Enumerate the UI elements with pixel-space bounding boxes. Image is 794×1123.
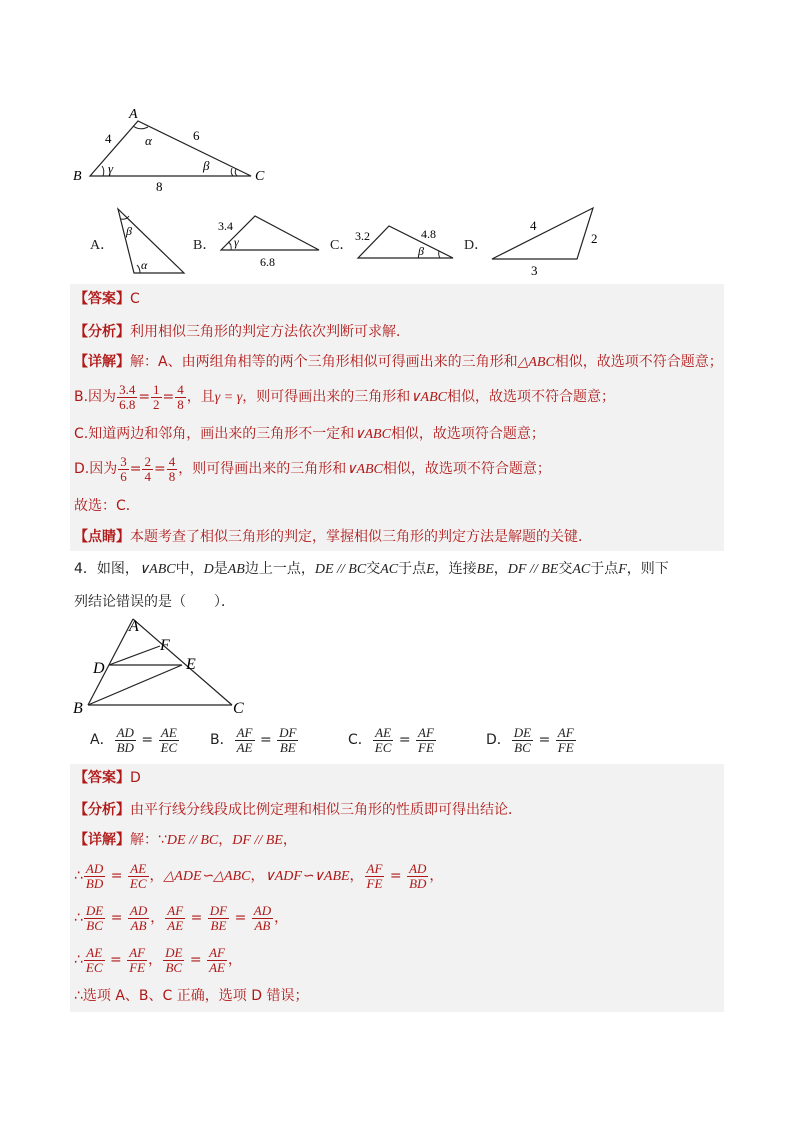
q3-analysis-line	[74, 320, 410, 344]
therefore-symbol: ∴	[74, 910, 83, 926]
q3-detail-4-end: 相似，故选项不符合题意；	[382, 461, 551, 477]
q4-detail-line-4: ∴ $\frac{AE}{EC}$ = $\frac{AF}{FE}$ ， $\frac{DE}{BC}$ = $\frac{AF}{AE}$ ，	[74, 944, 242, 975]
stem-math: D	[203, 562, 214, 577]
detail-text: 解：∵	[130, 832, 167, 848]
q4-answer: D	[130, 770, 141, 786]
stem-text: ，连接	[434, 561, 477, 577]
fraction: $\frac{DE}{BC}$	[513, 724, 532, 755]
q3-answer: C	[130, 291, 140, 307]
stem-text: 4．如图，	[74, 561, 139, 577]
option-label: D．	[486, 732, 511, 748]
equals-sign: =	[138, 389, 151, 405]
q4-option-a: A． $\frac{AD}{BD}$ = $\frac{AE}{EC}$	[90, 724, 178, 755]
fraction: $\frac{4}{8}$	[177, 381, 184, 412]
q3-detail-2-tri: ∨ABC	[410, 390, 447, 405]
detail-text: ，	[282, 832, 297, 848]
q3-detail-4-pre: D.因为	[74, 461, 118, 477]
q3-detail-1-end: 相似，故选项不符合题意；	[554, 354, 723, 370]
stem-text: 于点	[590, 561, 619, 577]
option-label: C．	[348, 732, 372, 748]
q3-detail-1-tri: △ABC	[517, 355, 555, 370]
option-b-side2: 6.8	[260, 255, 275, 269]
fraction: $\frac{AD}{BD}$	[116, 724, 134, 755]
q3-detail-2-end: 相似，故选项不符合题意；	[446, 389, 615, 405]
stem-text: 于点	[398, 561, 427, 577]
gamma-equality: γ = γ	[214, 390, 243, 405]
option-c-figure	[355, 222, 460, 262]
stem-text: 边上一点，	[244, 561, 315, 577]
stem-text: ，	[493, 561, 508, 577]
q4-analysis: 由平行线分线段成比例定理和相似三角形的性质即可得出结论．	[130, 802, 522, 818]
stem-text: 交	[366, 561, 381, 577]
detail-tag: 【详解】	[74, 832, 130, 848]
comment-tag: 【点睛】	[74, 529, 130, 545]
q3-detail-4-mid: ，则可得画出来的三角形和	[178, 461, 347, 477]
equals-sign: =	[162, 389, 175, 405]
equals-sign: =	[153, 461, 166, 477]
fraction: $\frac{AF}{FE}$	[366, 860, 383, 891]
stem-math: AC	[380, 562, 399, 577]
fraction: $\frac{AF}{AE}$	[167, 902, 184, 933]
option-c-side2: 4.8	[421, 227, 436, 241]
q3-detail-2-pre: B.因为	[74, 389, 117, 405]
stem-math: F	[618, 562, 627, 577]
stem-math: E	[426, 562, 435, 577]
q4-analysis-line	[74, 798, 522, 822]
option-a-alpha: α	[141, 258, 148, 272]
q3-detail-line-3	[74, 422, 545, 446]
detail-tag: 【详解】	[74, 354, 130, 370]
q4-stem-line-1	[74, 557, 669, 582]
option-d-figure	[488, 205, 608, 280]
q4-detail-line-3: ∴ $\frac{DE}{BC}$ = $\frac{AD}{AB}$ ， $\frac{AF}{AE}$ = $\frac{DF}{BE}$ = $\frac{AD}{AB}$ ，	[74, 902, 289, 933]
vertex-c-label: C	[255, 169, 265, 184]
fraction: $\frac{1}{2}$	[153, 381, 160, 412]
fraction: $\frac{DF}{BE}$	[279, 724, 297, 755]
q4-vertex-d: D	[93, 660, 105, 677]
fraction: $\frac{3}{6}$	[120, 453, 127, 484]
fraction: $\frac{AE}{EC}$	[374, 724, 392, 755]
q4-vertex-e: E	[186, 656, 196, 673]
option-a-label: A．	[90, 238, 115, 253]
q4-figure	[70, 615, 260, 720]
q4-detail-line-2: ∴ $\frac{AD}{BD}$ = $\frac{AE}{EC}$ ，△ADE∽△ABC，∨ADF∽∨ABE， $\frac{AF}{FE}$ = $\frac{AD}{BD}$ ，	[74, 860, 444, 891]
fraction: $\frac{AD}{BD}$	[409, 860, 427, 891]
therefore-symbol: ∴	[74, 952, 83, 968]
option-a-figure	[110, 205, 190, 277]
fraction: $\frac{DE}{BC}$	[165, 944, 183, 975]
equals-sign: =	[129, 461, 142, 477]
side-ab-label: 4	[105, 131, 112, 146]
fraction: $\frac{2}{4}$	[144, 453, 151, 484]
stem-text: 中，	[175, 561, 204, 577]
fraction: $\frac{AF}{FE}$	[418, 724, 434, 755]
similarity-statement: ∨ADF∽∨ABE	[264, 869, 350, 884]
q4-vertex-f: F	[160, 637, 170, 654]
side-bc-label: 8	[156, 179, 163, 194]
q3-comment: 本题考查了相似三角形的判定，掌握相似三角形的判定方法是解题的关键．	[130, 529, 592, 545]
q3-analysis: 利用相似三角形的判定方法依次判断可求解．	[130, 324, 410, 340]
fraction: $\frac{AD}{AB}$	[253, 902, 272, 933]
q3-detail-line-2	[74, 382, 615, 412]
angle-alpha-label: α	[145, 133, 152, 148]
fraction: $\frac{3.4}{6.8}$	[119, 381, 136, 412]
fraction: $\frac{DE}{BC}$	[85, 902, 104, 933]
option-d-side2: 2	[591, 231, 598, 246]
q4-conclusion-line: ∴选项 A、B、C 正确，选项 D 错误；	[74, 988, 309, 1004]
q3-detail-3-tri: ∨ABC	[354, 427, 391, 442]
vertex-b-label: B	[73, 169, 82, 184]
fraction: $\frac{DF}{BE}$	[209, 902, 228, 933]
fraction: $\frac{4}{8}$	[168, 453, 176, 484]
detail-math: DE // BC	[166, 833, 219, 848]
fraction: $\frac{AF}{FE}$	[557, 724, 574, 755]
analysis-tag: 【分析】	[74, 324, 130, 340]
q3-choice-line: 故选：C．	[74, 498, 140, 514]
q3-comment-line	[74, 525, 592, 549]
fraction: $\frac{AF}{AE}$	[236, 724, 253, 755]
option-b-label: B．	[193, 238, 217, 253]
fraction: $\frac{AE}{EC}$	[129, 860, 147, 891]
q4-answer-line	[74, 766, 141, 790]
therefore-symbol: ∴	[74, 868, 83, 884]
stem-math: AC	[572, 562, 591, 577]
option-b-side1: 3.4	[218, 219, 233, 233]
fraction: $\frac{AF}{FE}$	[129, 944, 146, 975]
q4-vertex-c: C	[233, 700, 244, 717]
option-b-angle: γ	[234, 235, 239, 249]
q4-stem-line-2: 列结论错误的是（ ）．	[74, 594, 235, 610]
option-a-beta: β	[126, 224, 132, 238]
q3-answer-line	[74, 287, 140, 311]
q3-detail-2-mid2: ，则可得画出来的三角形和	[242, 389, 411, 405]
q3-detail-1-text: 解：A、由两组角相等的两个三角形相似可得画出来的三角形和	[130, 354, 518, 370]
option-d-side3: 3	[531, 263, 538, 278]
angle-gamma-label: γ	[108, 161, 114, 176]
detail-text: ，	[218, 832, 233, 848]
stem-text: ，则下	[626, 561, 669, 577]
option-label: A．	[90, 732, 114, 748]
q3-detail-2-mid: ，且	[186, 389, 215, 405]
fraction: $\frac{AE}{EC}$	[85, 944, 103, 975]
stem-math: BE	[476, 562, 494, 577]
q3-detail-line-4	[74, 454, 551, 484]
option-d-side1: 4	[530, 218, 537, 233]
analysis-tag: 【分析】	[74, 802, 130, 818]
fraction: $\frac{AD}{AB}$	[129, 902, 148, 933]
stem-math: AB	[227, 562, 245, 577]
q4-option-c: C． $\frac{AE}{EC}$ = $\frac{AF}{FE}$	[348, 724, 434, 755]
angle-beta-label: β	[203, 158, 210, 173]
fraction: $\frac{AE}{EC}$	[160, 724, 178, 755]
option-c-label: C．	[330, 238, 354, 253]
option-label: B．	[210, 732, 234, 748]
q3-detail-3-pre: C.知道两边和邻角，画出来的三角形不一定和	[74, 426, 355, 442]
vertex-a-label: A	[129, 107, 138, 122]
option-b-figure	[215, 212, 325, 272]
q4-vertex-b: B	[73, 700, 83, 717]
stem-math: DE // BC	[314, 562, 367, 577]
q3-detail-line-1	[74, 350, 723, 374]
stem-math: DF // BE	[507, 562, 559, 577]
q4-detail-line-1	[74, 828, 297, 852]
answer-tag: 【答案】	[74, 770, 130, 786]
triangle-abc-figure	[70, 100, 280, 195]
q4-option-d: D． $\frac{DE}{BC}$ = $\frac{AF}{FE}$	[486, 724, 574, 755]
option-c-side1: 3.2	[355, 229, 370, 243]
stem-math: ∨ABC	[138, 562, 176, 577]
fraction: $\frac{AF}{AE}$	[209, 944, 225, 975]
fraction: $\frac{AD}{BD}$	[85, 860, 104, 891]
q4-vertex-a: A	[129, 618, 139, 635]
q4-option-b: B． $\frac{AF}{AE}$ = $\frac{DF}{BE}$	[210, 724, 297, 755]
stem-text: 是	[213, 561, 228, 577]
answer-tag: 【答案】	[74, 291, 130, 307]
similarity-statement: △ADE∽△ABC	[163, 869, 251, 884]
stem-text: 交	[558, 561, 573, 577]
q3-detail-4-tri: ∨ABC	[346, 462, 383, 477]
option-c-angle: β	[418, 244, 424, 258]
q3-detail-3-end: 相似，故选项符合题意；	[390, 426, 545, 442]
detail-math: DF // BE	[232, 833, 283, 848]
side-ac-label: 6	[193, 128, 200, 143]
option-d-label: D．	[464, 238, 489, 253]
